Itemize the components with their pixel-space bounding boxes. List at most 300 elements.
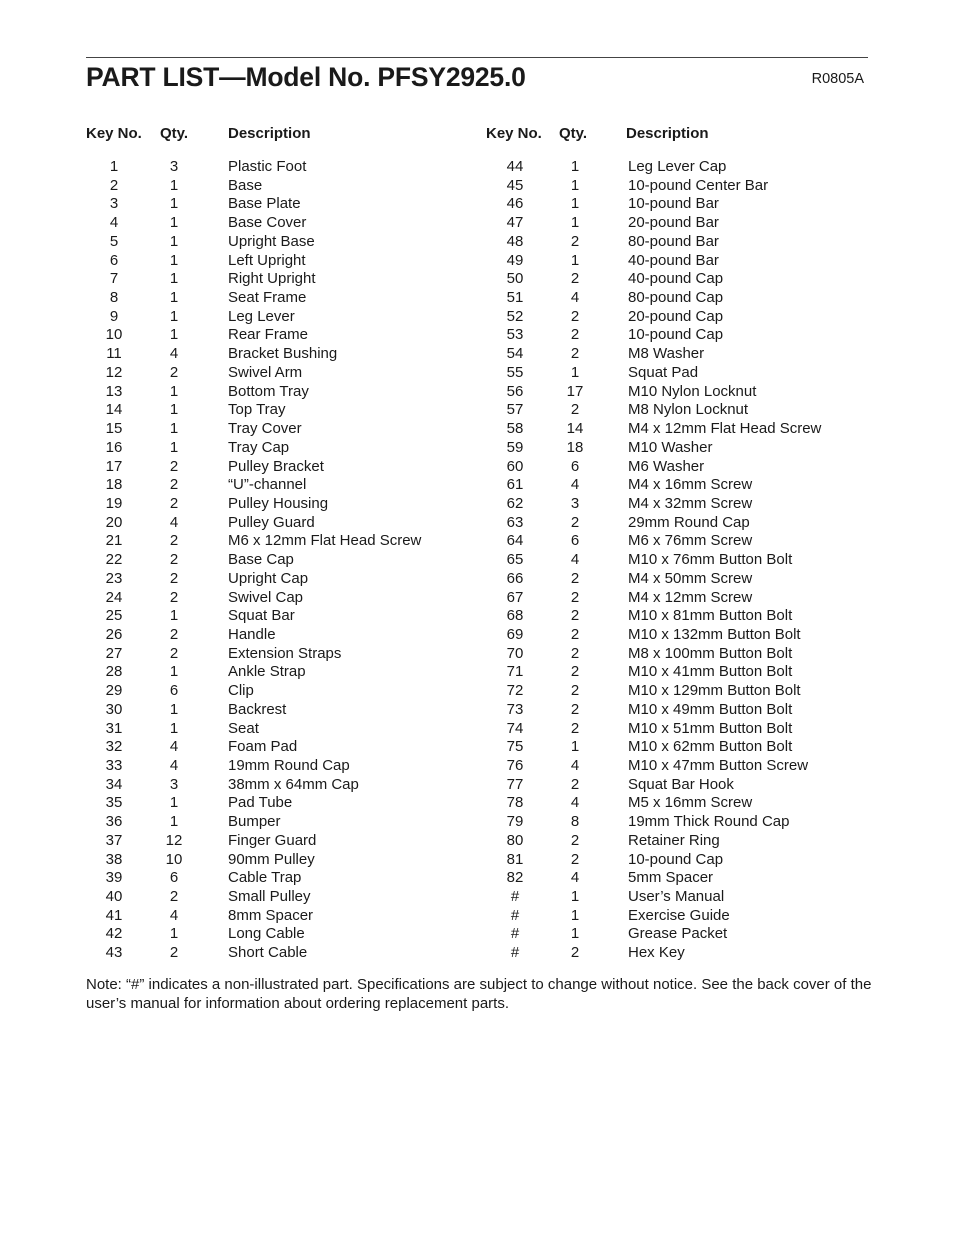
- key-number: 29: [105, 682, 123, 700]
- key-number: 82: [506, 869, 524, 887]
- description: 10-pound Bar: [628, 195, 719, 213]
- key-number: 30: [105, 700, 123, 718]
- table-row: [86, 514, 476, 533]
- key-number: 59: [506, 438, 524, 456]
- key-number: 44: [506, 158, 524, 175]
- quantity: 1: [169, 925, 179, 943]
- quantity: 1: [570, 363, 580, 381]
- table-header: [86, 124, 476, 144]
- table-row: [86, 626, 476, 645]
- table-row: [86, 907, 476, 926]
- key-number: 61: [506, 476, 524, 494]
- table-row: [86, 532, 476, 551]
- table-row: [486, 289, 876, 308]
- table-row: [86, 233, 476, 252]
- quantity: 4: [570, 869, 580, 887]
- description: Upright Base: [228, 232, 315, 250]
- table-row: [86, 794, 476, 813]
- description: Squat Bar: [228, 607, 295, 625]
- description: Bumper: [228, 813, 281, 831]
- table-row: [86, 439, 476, 458]
- key-number: 56: [506, 382, 524, 400]
- table-row: [86, 869, 476, 888]
- description: “U”-channel: [228, 476, 307, 494]
- quantity: 4: [570, 551, 580, 569]
- description: 80-pound Bar: [628, 232, 719, 250]
- key-number: 15: [105, 420, 123, 438]
- table-row: [486, 907, 876, 926]
- table-row: [86, 701, 476, 720]
- table-row: [86, 944, 476, 963]
- table-row: [486, 158, 876, 177]
- table-row: [86, 832, 476, 851]
- quantity: 2: [570, 270, 580, 288]
- table-row: [86, 177, 476, 196]
- key-number: 40: [105, 888, 123, 906]
- description: M4 x 12mm Flat Head Screw: [628, 420, 822, 438]
- table-row: [86, 401, 476, 420]
- table-row: [486, 701, 876, 720]
- quantity: 2: [169, 588, 179, 606]
- description: M10 x 62mm Button Bolt: [628, 738, 793, 756]
- description: M6 x 76mm Screw: [628, 532, 753, 550]
- table-row: [86, 364, 476, 383]
- description: Small Pulley: [228, 888, 311, 906]
- key-number: 81: [506, 850, 524, 868]
- quantity: 2: [570, 831, 580, 849]
- key-number: 77: [506, 775, 524, 793]
- description: 20-pound Cap: [628, 307, 724, 325]
- quantity: 1: [169, 307, 179, 325]
- quantity: 14: [566, 420, 584, 438]
- quantity: 2: [570, 345, 580, 363]
- key-number: 7: [109, 270, 119, 288]
- key-number: 23: [105, 569, 123, 587]
- key-number: 32: [105, 738, 123, 756]
- description: Tray Cover: [228, 420, 302, 438]
- quantity: 17: [566, 382, 584, 400]
- quantity: 1: [169, 438, 179, 456]
- quantity: 2: [169, 625, 179, 643]
- table-row: [86, 308, 476, 327]
- table-row: [86, 757, 476, 776]
- key-number: 13: [105, 382, 123, 400]
- table-row: [486, 869, 876, 888]
- key-number: 21: [105, 532, 123, 550]
- description: 5mm Spacer: [628, 869, 714, 887]
- key-number: 72: [506, 682, 524, 700]
- quantity: 1: [570, 906, 580, 924]
- quantity: 2: [570, 700, 580, 718]
- parts-table-left: [86, 124, 476, 962]
- table-row: [486, 607, 876, 626]
- quantity: 1: [570, 925, 580, 943]
- key-number: 67: [506, 588, 524, 606]
- key-number: 64: [506, 532, 524, 550]
- description: Finger Guard: [228, 831, 317, 849]
- quantity: 2: [570, 569, 580, 587]
- table-row: [86, 252, 476, 271]
- table-row: [486, 270, 876, 289]
- quantity: 2: [169, 532, 179, 550]
- table-row: [486, 832, 876, 851]
- description: Squat Pad: [628, 363, 699, 381]
- description: M8 Washer: [628, 345, 705, 363]
- quantity: 4: [570, 757, 580, 774]
- table-row: [86, 476, 476, 495]
- table-row: [86, 326, 476, 345]
- description: Leg Lever: [228, 307, 295, 325]
- quantity: 1: [169, 700, 179, 718]
- key-number: 58: [506, 420, 524, 438]
- quantity: 4: [570, 476, 580, 494]
- description: M10 x 132mm Button Bolt: [628, 625, 801, 643]
- quantity: 1: [570, 176, 580, 194]
- quantity: 6: [169, 869, 179, 887]
- quantity: 10: [165, 850, 183, 868]
- quantity: 2: [169, 888, 179, 906]
- quantity: 2: [570, 644, 580, 662]
- quantity: 1: [169, 719, 179, 737]
- description: Top Tray: [228, 401, 286, 419]
- key-number: 17: [105, 457, 123, 475]
- description: Ankle Strap: [228, 663, 306, 681]
- quantity: 2: [570, 588, 580, 606]
- table-row: [486, 720, 876, 739]
- table-row: [86, 888, 476, 907]
- table-row: [486, 514, 876, 533]
- key-number: 26: [105, 625, 123, 643]
- description: M5 x 16mm Screw: [628, 794, 753, 812]
- key-number: 19: [105, 494, 123, 512]
- description: Base: [228, 176, 263, 194]
- quantity: 18: [566, 438, 584, 456]
- description: Left Upright: [228, 251, 306, 269]
- key-number: 28: [105, 663, 123, 681]
- quantity: 12: [165, 831, 183, 849]
- key-number: 9: [109, 307, 119, 325]
- key-number: 71: [506, 663, 524, 681]
- table-row: [86, 589, 476, 608]
- key-number: 36: [105, 813, 123, 831]
- table-row: [486, 551, 876, 570]
- table-row: [486, 308, 876, 327]
- key-number: 3: [109, 195, 119, 213]
- description: Base Plate: [228, 195, 301, 213]
- document-code: R0805A: [811, 71, 864, 87]
- description: 8mm Spacer: [228, 906, 314, 924]
- key-number: 47: [506, 214, 524, 232]
- key-number: 66: [506, 569, 524, 587]
- quantity: 2: [570, 401, 580, 419]
- quantity: 1: [169, 794, 179, 812]
- description: Backrest: [228, 700, 287, 718]
- description: Extension Straps: [228, 644, 342, 662]
- quantity: 4: [169, 513, 179, 531]
- table-row: [486, 776, 876, 795]
- table-row: [486, 645, 876, 664]
- quantity: 1: [169, 813, 179, 831]
- title-rule: [86, 57, 868, 58]
- quantity: 2: [570, 682, 580, 700]
- table-row: [486, 589, 876, 608]
- table-row: [86, 682, 476, 701]
- key-number: 6: [109, 251, 119, 269]
- header-qty: Qty.: [160, 125, 189, 142]
- description: Long Cable: [228, 925, 305, 943]
- description: Upright Cap: [228, 569, 309, 587]
- description: M10 x 51mm Button Bolt: [628, 719, 793, 737]
- quantity: 4: [570, 794, 580, 812]
- table-row: [486, 345, 876, 364]
- key-number: 11: [106, 345, 122, 363]
- table-row: [486, 476, 876, 495]
- key-number: 70: [506, 644, 524, 662]
- description: Rear Frame: [228, 326, 309, 344]
- description: 40-pound Bar: [628, 251, 719, 269]
- table-row: [486, 851, 876, 870]
- table-row: [486, 626, 876, 645]
- table-row: [486, 401, 876, 420]
- table-row: [86, 607, 476, 626]
- quantity: 2: [570, 513, 580, 531]
- quantity: 1: [169, 251, 179, 269]
- table-row: [486, 738, 876, 757]
- quantity: 1: [169, 420, 179, 438]
- table-row: [486, 944, 876, 963]
- description: Hex Key: [628, 944, 685, 962]
- key-number: 22: [105, 551, 123, 569]
- header-qty: Qty.: [559, 125, 588, 142]
- description: Handle: [228, 625, 276, 643]
- description: Bracket Bushing: [228, 345, 338, 363]
- description: Swivel Cap: [228, 588, 304, 606]
- table-row: [486, 570, 876, 589]
- quantity: 4: [169, 757, 179, 774]
- footnote: Note: “#” indicates a non-illustrated part. Specifications are subject to change without notice. See the back cover of the user’s manual for information about ordering replacement parts.: [86, 976, 872, 1012]
- table-row: [486, 177, 876, 196]
- table-row: [86, 776, 476, 795]
- table-row: [486, 794, 876, 813]
- quantity: 1: [570, 158, 580, 175]
- quantity: 1: [169, 176, 179, 194]
- description: Grease Packet: [628, 925, 728, 943]
- key-number: 14: [105, 401, 123, 419]
- header-description: Description: [626, 125, 709, 142]
- description: Short Cable: [228, 944, 308, 962]
- key-number: 46: [506, 195, 524, 213]
- table-row: [486, 813, 876, 832]
- quantity: 2: [570, 232, 580, 250]
- description: M6 Washer: [628, 457, 705, 475]
- quantity: 2: [570, 663, 580, 681]
- quantity: 2: [570, 944, 580, 962]
- key-number: 75: [506, 738, 524, 756]
- description: Clip: [228, 682, 254, 700]
- description: M8 x 100mm Button Bolt: [628, 644, 793, 662]
- quantity: 8: [570, 813, 580, 831]
- quantity: 3: [169, 158, 179, 175]
- description: Cable Trap: [228, 869, 302, 887]
- table-row: [486, 233, 876, 252]
- quantity: 1: [169, 214, 179, 232]
- quantity: 6: [570, 532, 580, 550]
- header-key-no: Key No.: [486, 125, 542, 142]
- key-number: 78: [506, 794, 524, 812]
- description: Foam Pad: [228, 738, 298, 756]
- table-row: [486, 214, 876, 233]
- description: M4 x 32mm Screw: [628, 494, 753, 512]
- description: M10 x 81mm Button Bolt: [628, 607, 793, 625]
- parts-rows-left: [86, 158, 476, 963]
- quantity: 1: [570, 738, 580, 756]
- key-number: 33: [105, 757, 123, 774]
- key-number: 63: [506, 513, 524, 531]
- key-number: 10: [105, 326, 123, 344]
- table-row: [486, 326, 876, 345]
- table-row: [86, 663, 476, 682]
- description: M10 x 49mm Button Bolt: [628, 700, 793, 718]
- quantity: 4: [169, 738, 179, 756]
- header-description: Description: [228, 125, 311, 142]
- quantity: 4: [169, 906, 179, 924]
- table-row: [86, 925, 476, 944]
- table-row: [86, 458, 476, 477]
- table-row: [86, 383, 476, 402]
- table-row: [486, 888, 876, 907]
- quantity: 1: [570, 251, 580, 269]
- table-row: [486, 663, 876, 682]
- quantity: 6: [169, 682, 179, 700]
- table-row: [86, 158, 476, 177]
- key-number: 35: [105, 794, 123, 812]
- table-row: [86, 720, 476, 739]
- table-row: [86, 551, 476, 570]
- table-row: [486, 420, 876, 439]
- quantity: 1: [169, 382, 179, 400]
- table-row: [86, 851, 476, 870]
- table-row: [86, 345, 476, 364]
- key-number: 68: [506, 607, 524, 625]
- key-number: 43: [105, 944, 123, 962]
- description: Seat: [228, 719, 259, 737]
- table-row: [486, 439, 876, 458]
- quantity: 2: [169, 551, 179, 569]
- quantity: 2: [169, 363, 179, 381]
- key-number: 5: [109, 232, 119, 250]
- key-number: 8: [109, 289, 119, 307]
- quantity: 2: [570, 719, 580, 737]
- quantity: 3: [570, 494, 580, 512]
- table-row: [86, 645, 476, 664]
- quantity: 2: [570, 625, 580, 643]
- quantity: 2: [570, 850, 580, 868]
- key-number: 50: [506, 270, 524, 288]
- key-number: #: [510, 925, 520, 943]
- table-row: [486, 682, 876, 701]
- quantity: 1: [570, 214, 580, 232]
- description: M10 x 41mm Button Bolt: [628, 663, 793, 681]
- key-number: 60: [506, 457, 524, 475]
- key-number: 34: [105, 775, 123, 793]
- description: M10 Washer: [628, 438, 713, 456]
- key-number: #: [510, 888, 520, 906]
- quantity: 2: [169, 457, 179, 475]
- description: Bottom Tray: [228, 382, 309, 400]
- key-number: 69: [506, 625, 524, 643]
- description: M10 x 129mm Button Bolt: [628, 682, 801, 700]
- description: M10 Nylon Locknut: [628, 382, 757, 400]
- table-row: [486, 195, 876, 214]
- table-row: [486, 252, 876, 271]
- description: M10 x 76mm Button Bolt: [628, 551, 793, 569]
- key-number: 54: [506, 345, 524, 363]
- table-row: [486, 757, 876, 776]
- description: Pulley Guard: [228, 513, 315, 531]
- description: M4 x 50mm Screw: [628, 569, 753, 587]
- description: M6 x 12mm Flat Head Screw: [228, 532, 422, 550]
- quantity: 1: [570, 195, 580, 213]
- key-number: 57: [506, 401, 524, 419]
- key-number: 48: [506, 232, 524, 250]
- key-number: 53: [506, 326, 524, 344]
- description: Pad Tube: [228, 794, 293, 812]
- quantity: 1: [169, 270, 179, 288]
- key-number: 42: [105, 925, 123, 943]
- table-row: [486, 925, 876, 944]
- quantity: 1: [169, 232, 179, 250]
- key-number: 2: [109, 176, 119, 194]
- quantity: 1: [169, 663, 179, 681]
- description: 38mm x 64mm Cap: [228, 775, 359, 793]
- description: 20-pound Bar: [628, 214, 719, 232]
- key-number: 24: [105, 588, 123, 606]
- key-number: 51: [506, 289, 524, 307]
- key-number: 41: [105, 906, 123, 924]
- description: Squat Bar Hook: [628, 775, 734, 793]
- key-number: 55: [506, 363, 524, 381]
- description: M8 Nylon Locknut: [628, 401, 749, 419]
- quantity: 2: [169, 569, 179, 587]
- description: Exercise Guide: [628, 906, 730, 924]
- description: Pulley Bracket: [228, 457, 324, 475]
- table-row: [486, 532, 876, 551]
- table-row: [86, 289, 476, 308]
- key-number: 1: [109, 158, 119, 175]
- quantity: 1: [169, 401, 179, 419]
- key-number: 74: [506, 719, 524, 737]
- table-row: [86, 195, 476, 214]
- description: 10-pound Center Bar: [628, 176, 769, 194]
- description: 10-pound Cap: [628, 850, 724, 868]
- quantity: 1: [169, 289, 179, 307]
- key-number: 38: [105, 850, 123, 868]
- table-row: [86, 495, 476, 514]
- description: 19mm Round Cap: [228, 757, 350, 774]
- quantity: 2: [570, 775, 580, 793]
- key-number: 4: [109, 214, 119, 232]
- quantity: 2: [570, 307, 580, 325]
- description: 40-pound Cap: [628, 270, 724, 288]
- description: 90mm Pulley: [228, 850, 315, 868]
- description: Pulley Housing: [228, 494, 329, 512]
- description: Tray Cap: [228, 438, 290, 456]
- table-row: [486, 383, 876, 402]
- key-number: 27: [105, 644, 123, 662]
- quantity: 4: [570, 289, 580, 307]
- key-number: 49: [506, 251, 524, 269]
- description: Right Upright: [228, 270, 316, 288]
